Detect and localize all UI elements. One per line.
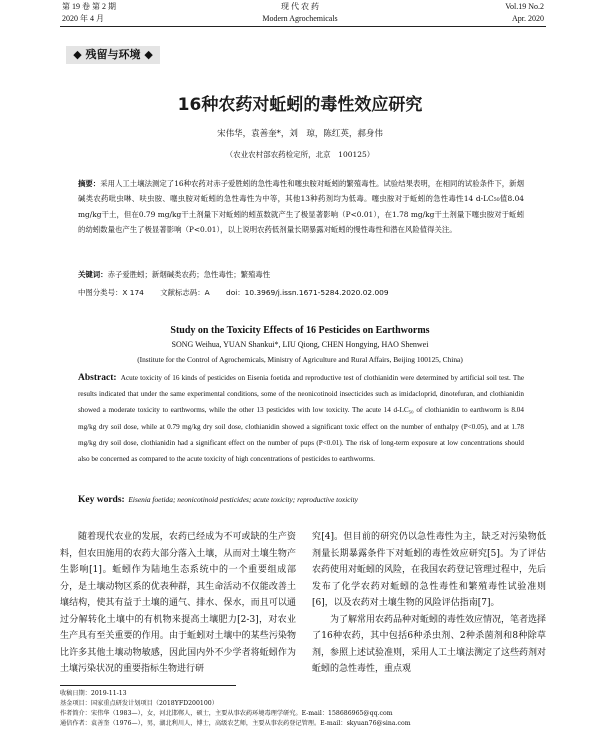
english-affiliation: (Institute for the Control of Agrochemicals, Ministry of Agriculture and Rural Affairs, Beijing 100125, China) — [137, 355, 463, 364]
english-title: Study on the Toxicity Effects of 16 Pesticides on Earthworms — [170, 325, 430, 336]
section-tag: ◆ 残留与环境 ◆ — [66, 46, 160, 64]
body-left-column — [60, 529, 296, 678]
header-rule — [60, 26, 546, 27]
abstract-en — [78, 370, 524, 467]
paper-title: 16种农药对蚯蚓的毒性效应研究 — [177, 95, 423, 115]
journal-name-en: Modern Agrochemicals — [262, 14, 338, 23]
keywords-zh-label: 关键词： — [78, 270, 108, 279]
footnote-received: 收稿日期：2019-11-13 — [60, 690, 127, 697]
journal-issue: 第 19 卷 第 2 期 — [62, 2, 116, 11]
journal-month: Apr. 2020 — [512, 14, 544, 23]
affiliation: （农业农村部农药检定所，北京 100125） — [225, 150, 375, 159]
authors: 宋伟华，袁善奎*，刘 琼，陈红英，郝身伟 — [217, 129, 383, 139]
body-paragraph: 究[4]。但目前的研究仍以急性毒性为主，缺乏对污染物低剂量长期暴露条件下对蚯蚓的毒性效应研究[5]。为了评估农药使用对蚯蚓的风险，在我国农药登记管理过程中，先后发布了化学农药对蚯蚓的急性毒性和繁殖毒性试验准则[6]，以及农药对土壤生物的风险评估指南[7]。 — [312, 532, 547, 608]
body-paragraph: 随着现代农业的发展，农药已经成为不可或缺的生产资料，但农田施用的农药大部分落入土壤，从而对土壤生物产生影响[1]。蚯蚓作为陆地生态系统中的一个重要组成部分，是土壤动物区系的优表种群，其生命活动不仅能改善土壤结构，使其有益于土壤的通气、排水、保水，而且可以通过分解转化土壤中的有机物来提高土壤肥力[2-3]，对农业生产具有至关重要的作用。由于蚯蚓对土壤中的某些污染物比许多其他土壤动物敏感，因此国内外不少学者将蚯蚓作为土壤污染状况的重要指标生物进行研 — [60, 532, 296, 674]
abstract-zh — [78, 176, 524, 237]
footnote-rule — [60, 685, 236, 686]
classification — [78, 287, 403, 298]
abstract-zh-text: 采用人工土壤法测定了16种农药对赤子爱胜蚓的急性毒性和噻虫胺对蚯蚓的繁殖毒性。试验结果表明，在相同的试验条件下，新烟碱类农药吡虫啉、呋虫胺、噻虫胺对蚯蚓的急性毒性为中等，其他13种药剂均为低毒。噻虫胺对于蚯蚓的急性毒性14 d-LC₅₀值8.04 mg/kg干土，但在0.79 mg/kg干土剂量下对蚯蚓的蚓茧数就产生了极显著影响（P<0.01），在1.78 mg/kg干土剂量下噻虫胺对于蚯蚓的幼蚓数量也产生了极显著影响（P<0.01），以上说明农药低剂量长期暴露对蚯蚓的慢性毒性和潜在风险值得关注。 — [78, 179, 524, 234]
journal-volume: Vol.19 No.2 — [505, 2, 544, 11]
footnote-fund: 基金项目：国家重点研发计划项目（2018YFD200100） — [60, 700, 218, 707]
keywords-en-label: Key words: — [78, 495, 125, 505]
clc-number: 中图分类号：X 174 — [78, 288, 144, 297]
keywords-en — [78, 495, 358, 505]
keywords-en-text: Eisenia foetida; neonicotinoid pesticides; acute toxicity; reproductive toxicity — [128, 495, 358, 504]
keywords-zh-text: 赤子爱胜蚓；新烟碱类农药；急性毒性；繁殖毒性 — [107, 270, 271, 279]
footnote-corresponding: 通信作者：袁善奎（1976—），男，湖北利川人，博士，高级农艺师，主要从事农药登记管理。E-mail：skyuan76@sina.com — [60, 720, 411, 727]
journal-date: 2020 年 4 月 — [62, 14, 104, 23]
abstract-en-text: Acute toxicity of 16 kinds of pesticides on Eisenia foetida and reproductive test of clothianidin were determined by artificial soil test. The results indicated that under the same experimental conditions, some of the neonicotinoid insecticides such as imidacloprid, dinotefuran, and clothianidin showed a moderate toxicity to earthworms, while the other 13 pesticides with low toxicity. The acute 14 d-LC₅₀ of clothianidin to earthworm is 8.04 mg/kg dry soil dose, while at 0.79 mg/kg dry soil dose, clothianidin showed a significant toxic effect on the number of enthalpy (P<0.05), and at 1.78 mg/kg dry soil dose, clothianidin had a significant effect on the number of pups (P<0.01). The risk of long-term exposure at low concentrations should also be concerned as compared to the acute toxicity of high concentrations of pesticides to earthworms. — [78, 374, 525, 464]
footnote-author: 作者简介：宋伟华（1983—），女，河北邯郸人，硕士，主要从事农药环境毒理学研究。E-mail：158686965@qq.com — [60, 710, 393, 717]
document-code: 文献标志码：A — [160, 288, 210, 297]
body-right-column — [312, 529, 546, 678]
abstract-en-label: Abstract: — [78, 373, 117, 383]
abstract-zh-label: 摘要： — [78, 179, 101, 188]
body-paragraph: 为了解常用农药品种对蚯蚓的毒性效应情况，笔者选择了16种农药，其中包括6种杀虫剂、2种杀菌剂和8种除草剂，参照上述试验准则，采用人工土壤法测定了这些药剂对蚯蚓的急性毒性，重点观 — [312, 614, 547, 674]
doi: doi：10.3969/j.issn.1671-5284.2020.02.009 — [226, 288, 389, 297]
keywords-zh — [78, 269, 270, 280]
journal-name-zh: 现 代 农 药 — [281, 2, 319, 11]
english-authors: SONG Weihua, YUAN Shankui*, LIU Qiong, CHEN Hongying, HAO Shenwei — [171, 340, 429, 349]
